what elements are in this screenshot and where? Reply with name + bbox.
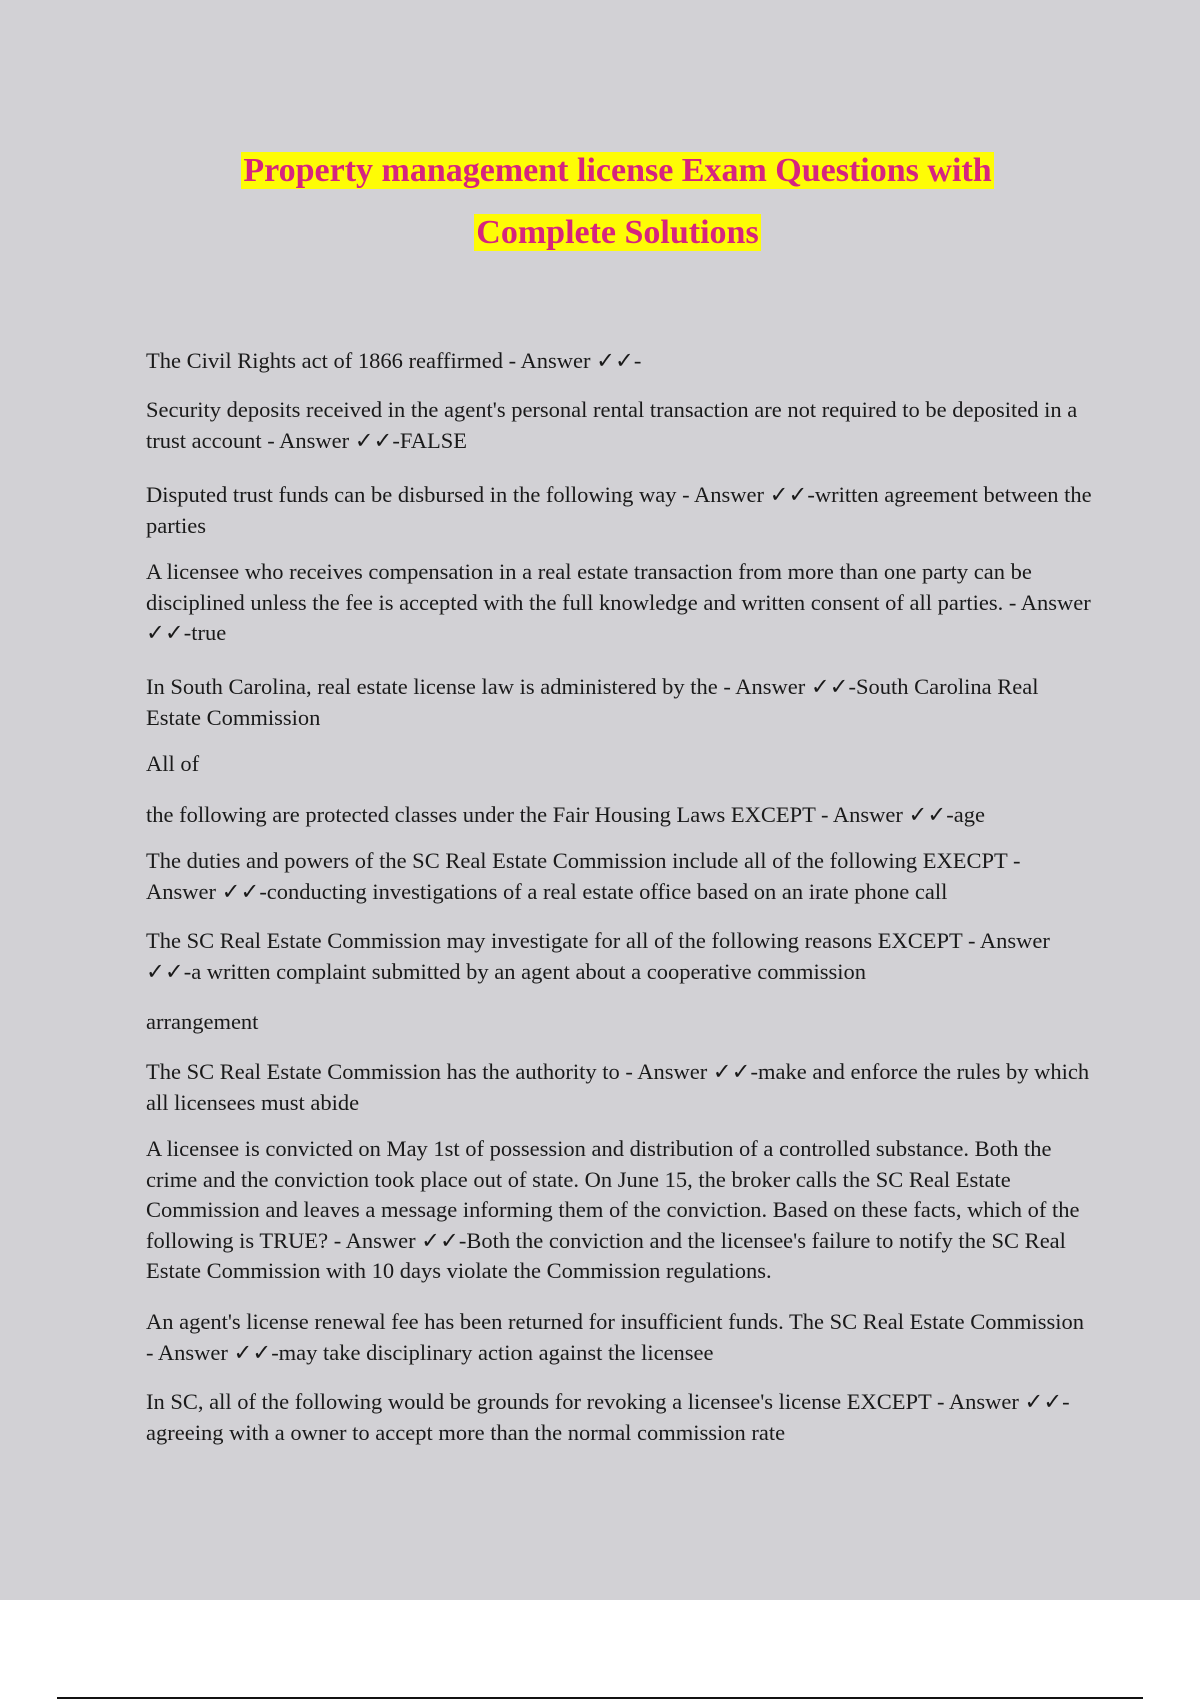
qa-item: Disputed trust funds can be disbursed in the following way - Answer ✓✓-written agreement between the parties — [146, 482, 1092, 538]
qa-item: Security deposits received in the agent's personal rental transaction are not required to be deposited in a trust account - Answer ✓✓-FALSE — [146, 397, 1078, 453]
qa-item: In SC, all of the following would be grounds for revoking a licensee's license EXCEPT - Answer ✓✓-agreeing with a owner to accept more than the normal commission rate — [146, 1389, 1070, 1445]
title-line-2: Complete Solutions — [476, 214, 759, 251]
qa-item: The SC Real Estate Commission may investigate for all of the following reasons EXCEPT - Answer ✓✓-a written complaint submitted by an agent about a cooperative commission — [146, 928, 1050, 984]
title-line-1: Property management license Exam Questions with — [243, 152, 992, 189]
qa-item: The duties and powers of the SC Real Estate Commission include all of the following EXECPT - Answer ✓✓-conducting investigations of a real estate office based on an irate phone call — [146, 848, 1021, 904]
qa-item: In South Carolina, real estate license law is administered by the - Answer ✓✓-South Carolina Real Estate Commission — [146, 674, 1039, 730]
qa-item: All of — [146, 751, 200, 776]
qa-item: A licensee is convicted on May 1st of possession and distribution of a controlled substance. Both the crime and the conviction took place out of state. On June 15, the broker calls the SC Real Estate Commission and leaves a message informing them of the conviction. Based on these facts, which of the following is TRUE? - Answer ✓✓-Both the conviction and the licensee's failure to notify the SC Real Estate Commission with 10 days violate the Commission regulations. — [146, 1136, 1080, 1283]
qa-item: arrangement — [146, 1009, 259, 1034]
qa-item: The Civil Rights act of 1866 reaffirmed - Answer ✓✓- — [146, 348, 642, 373]
qa-item: the following are protected classes under the Fair Housing Laws EXCEPT - Answer ✓✓-age — [146, 802, 985, 827]
document-title — [0, 140, 1200, 264]
qa-item: A licensee who receives compensation in a real estate transaction from more than one party can be disciplined unless the fee is accepted with the full knowledge and written consent of all parties. - Answer ✓✓-true — [146, 559, 1091, 645]
qa-item: An agent's license renewal fee has been returned for insufficient funds. The SC Real Estate Commission - Answer ✓✓-may take disciplinary action against the licensee — [146, 1309, 1084, 1365]
footer-rule — [57, 1697, 1143, 1699]
qa-item: The SC Real Estate Commission has the authority to - Answer ✓✓-make and enforce the rules by which all licensees must abide — [146, 1059, 1090, 1115]
